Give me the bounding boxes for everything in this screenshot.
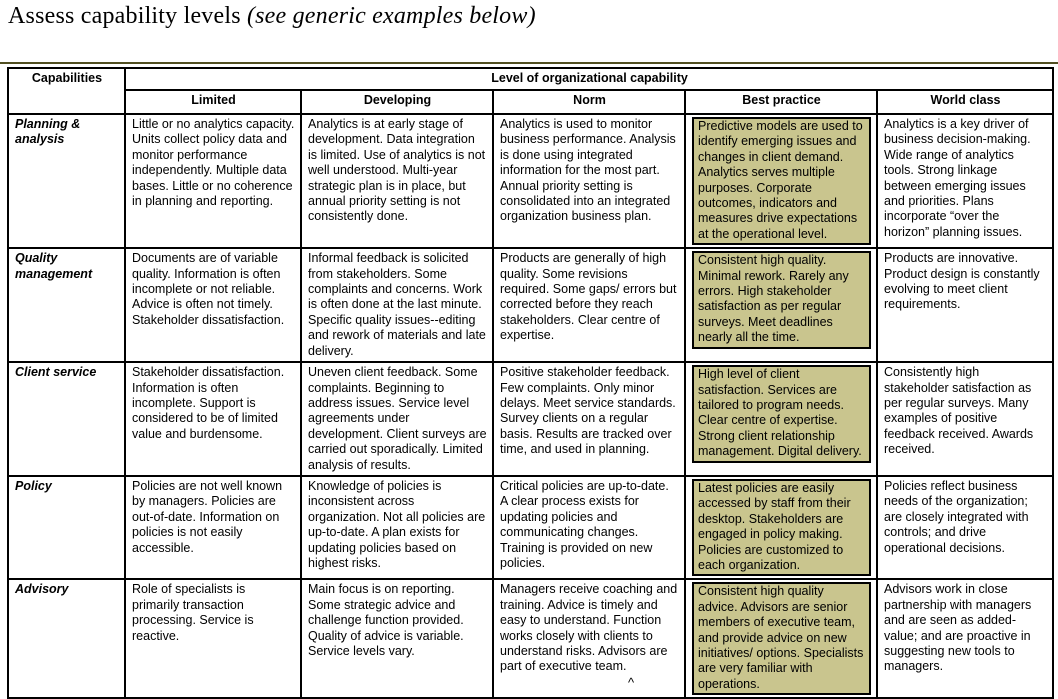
row-header-quality-management: Quality management: [8, 248, 125, 362]
highlight-box: Consistent high quality. Minimal rework. Rarely any errors. High stakeholder satisfaction as per regular surveys. Meet deadlines nearly all the time.: [692, 251, 871, 348]
caret-mark: ^: [628, 675, 635, 690]
row-header-client-service: Client service: [8, 362, 125, 476]
cell-policy-limited: Policies are not well known by managers. Policies are out-of-date. Information on policies is not easily accessible.: [125, 476, 301, 579]
cell-policy-norm: Critical policies are up-to-date. A clear process exists for updating policies and communicating changes. Training is provided on new policies.: [493, 476, 685, 579]
cell-planning-norm: Analytics is used to monitor business performance. Analysis is done using integrated information for the most part. Annual priority setting is consolidated into an integrated organization business plan.: [493, 114, 685, 248]
cell-planning-best-practice: [685, 114, 877, 248]
cell-client-best-practice: [685, 362, 877, 476]
column-header-norm: Norm: [493, 90, 685, 114]
table-level-header-row: [8, 90, 1053, 114]
column-header-capabilities: Capabilities: [8, 68, 125, 114]
cell-advisory-developing: Main focus is on reporting. Some strategic advice and challenge function provided. Quality of advice is variable. Service levels vary.: [301, 579, 493, 698]
table-row-quality-management: [8, 248, 1053, 362]
column-header-developing: Developing: [301, 90, 493, 114]
cell-quality-best-practice: [685, 248, 877, 362]
highlight-box: Consistent high quality advice. Advisors are senior members of executive team, and provide advice on new initiatives/ options. Specialists are very familiar with operations.: [692, 582, 871, 695]
cell-quality-limited: Documents are of variable quality. Information is often incomplete or not reliable. Advice is often not timely. Stakeholder dissatisfaction.: [125, 248, 301, 362]
cell-client-limited: Stakeholder dissatisfaction. Information is often incomplete. Support is considered to be of limited value and burdensome.: [125, 362, 301, 476]
cell-advisory-limited: Role of specialists is primarily transaction processing. Service is reactive.: [125, 579, 301, 698]
page-title: [8, 3, 536, 30]
row-header-planning-analysis: Planning & analysis: [8, 114, 125, 248]
table-row-advisory: [8, 579, 1053, 698]
highlight-box: Predictive models are used to identify emerging issues and changes in client demand. Analytics serves multiple purposes. Corporate outcomes, indicators and measures drive expectations at the operational level.: [692, 117, 871, 245]
row-header-advisory: Advisory: [8, 579, 125, 698]
page-title-italic-text: (see generic examples below): [246, 3, 536, 29]
cell-quality-developing: Informal feedback is solicited from stakeholders. Some complaints and concerns. Work is often done at the last minute. Specific quality issues--editing and rework of materials and late delivery.: [301, 248, 493, 362]
cell-planning-developing: Analytics is at early stage of development. Data integration is limited. Use of analytics is not well understood. Multi-year strategic plan is in place, but annual priority setting is not consistently done.: [301, 114, 493, 248]
table-row-client-service: [8, 362, 1053, 476]
cell-client-developing: Uneven client feedback. Some complaints. Beginning to address issues. Service level agreements under development. Client surveys are carried out sporadically. Limited analysis of results.: [301, 362, 493, 476]
cell-policy-developing: Knowledge of policies is inconsistent across organization. Not all policies are up-to-date. A plan exists for updating policies based on highest risks.: [301, 476, 493, 579]
cell-advisory-world-class: Advisors work in close partnership with managers and are seen as added-value; and are proactive in suggesting new tools to managers.: [877, 579, 1053, 698]
column-header-best-practice: Best practice: [685, 90, 877, 114]
cell-quality-norm: Products are generally of high quality. Some revisions required. Some gaps/ errors but corrected before they reach stakeholders. Clear centre of expertise.: [493, 248, 685, 362]
column-group-header: Level of organizational capability: [125, 68, 1053, 90]
cell-planning-world-class: Analytics is a key driver of business decision-making. Wide range of analytics tools. Strong linkage between emerging issues and priorities. Plans incorporate “over the horizon” planning issues.: [877, 114, 1053, 248]
column-header-world-class: World class: [877, 90, 1053, 114]
table-group-header-row: [8, 68, 1053, 90]
cell-advisory-norm: Managers receive coaching and training. Advice is timely and easy to understand. Function works closely with clients to understand risks. Advisors are part of executive team.: [493, 579, 685, 698]
cell-advisory-best-practice: [685, 579, 877, 698]
cell-quality-world-class: Products are innovative. Product design is constantly evolving to meet client requirements.: [877, 248, 1053, 362]
cell-policy-world-class: Policies reflect business needs of the organization; are closely integrated with controls; and drive operational decisions.: [877, 476, 1053, 579]
cell-client-world-class: Consistently high stakeholder satisfaction as per regular surveys. Many examples of positive feedback received. Awards received.: [877, 362, 1053, 476]
table-row-policy: [8, 476, 1053, 579]
highlight-box: High level of client satisfaction. Services are tailored to program needs. Clear centre of expertise. Strong client relationship management. Digital delivery.: [692, 365, 871, 462]
table-row-planning-analysis: [8, 114, 1053, 248]
capability-matrix-table: [7, 67, 1054, 699]
cell-planning-limited: Little or no analytics capacity. Units collect policy data and monitor performance independently. Multiple data bases. Little or no coherence in planning and reporting.: [125, 114, 301, 248]
cell-client-norm: Positive stakeholder feedback. Few complaints. Only minor delays. Meet service standards. Survey clients on a regular basis. Results are tracked over time, and used in planning.: [493, 362, 685, 476]
page-title-text: Assess capability levels: [8, 3, 247, 29]
highlight-box: Latest policies are easily accessed by staff from their desktop. Stakeholders are engaged in policy making. Policies are customized to each organization.: [692, 479, 871, 576]
column-header-limited: Limited: [125, 90, 301, 114]
cell-policy-best-practice: [685, 476, 877, 579]
divider-rule: [0, 62, 1058, 64]
row-header-policy: Policy: [8, 476, 125, 579]
